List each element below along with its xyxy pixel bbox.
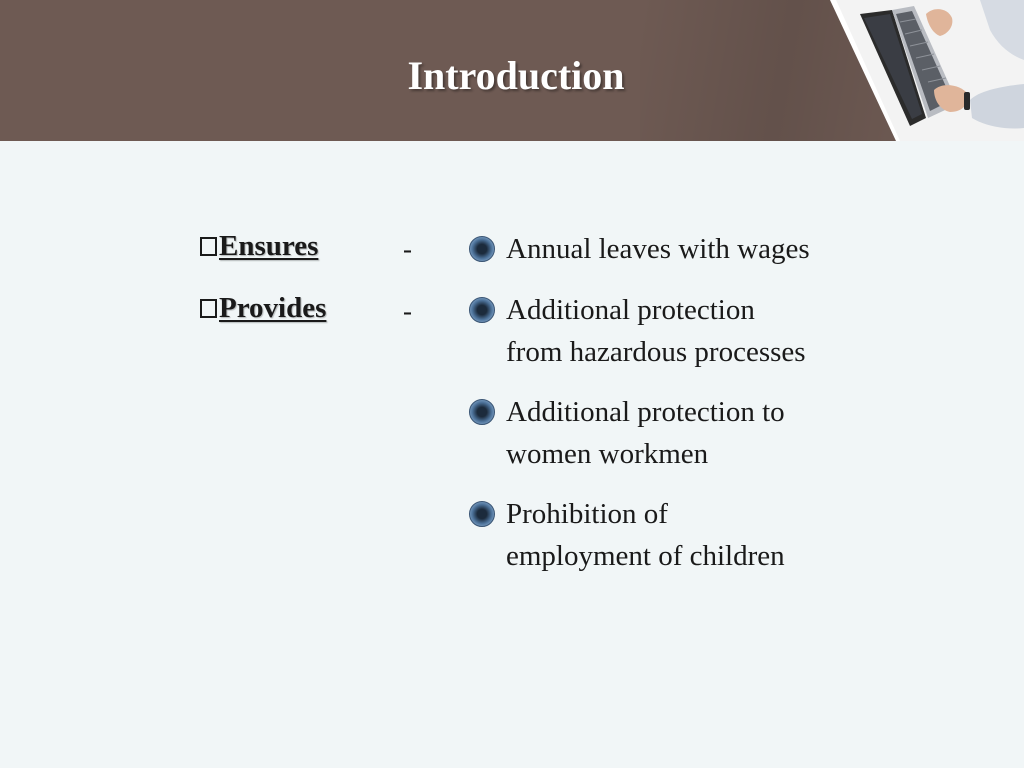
laptop-photo — [830, 0, 1024, 141]
bullet-item: Additional protection to women workmen — [506, 396, 785, 470]
bullet-item: Annual leaves with wages — [506, 233, 810, 265]
slide-title: Introduction — [407, 53, 625, 98]
dash-ensures: - — [403, 234, 412, 264]
bullet-item: Additional protection from hazardous processes — [506, 294, 806, 368]
label-ensures: Ensures — [200, 232, 318, 261]
dash-provides: - — [403, 296, 412, 326]
bullet-orb-icon — [469, 297, 495, 323]
label-provides: Provides — [200, 294, 326, 323]
bullet-orb-icon — [469, 236, 495, 262]
bullet-orb-icon — [469, 501, 495, 527]
bullet-item: Prohibition of employment of children — [506, 498, 785, 572]
checkbox-square-icon — [200, 299, 217, 318]
bullet-orb-icon — [469, 399, 495, 425]
checkbox-square-icon — [200, 237, 217, 256]
slide-header — [0, 0, 1024, 141]
